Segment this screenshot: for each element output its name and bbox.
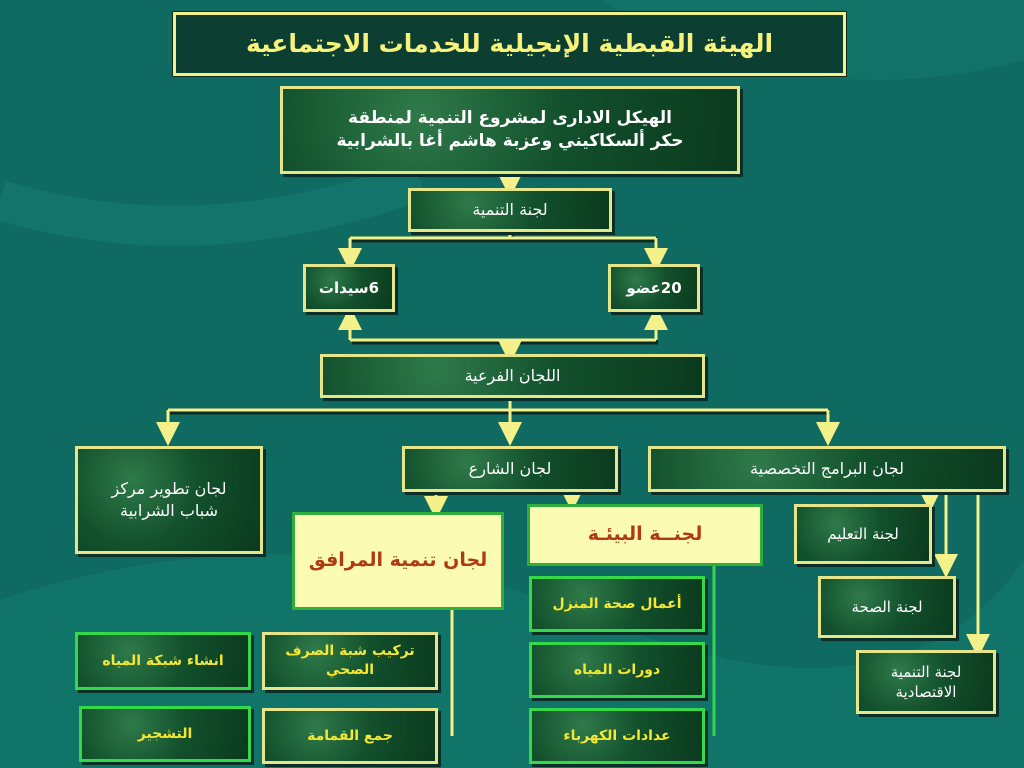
- garbage-box: جمع القمامة: [262, 708, 438, 764]
- economic-line1: لجنة التنمية: [890, 662, 962, 681]
- env-item-electric-meters: عدادات الكهرباء: [529, 708, 705, 764]
- twenty-members-box: 20عضو: [608, 264, 700, 312]
- facilities-committee-box: لجان تنمية المرافق: [292, 512, 504, 610]
- header-box: [280, 86, 740, 174]
- education-committee-box: لجنة التعليم: [794, 504, 932, 564]
- water-network-box: انشاء شبكة المياه: [75, 632, 251, 690]
- street-committees-box: لجان الشارع: [402, 446, 618, 492]
- planting-box: التشجير: [79, 706, 251, 762]
- youth-center-box: [75, 446, 263, 554]
- development-committee-box: لجنة التنمية: [408, 188, 612, 232]
- main-title: الهيئة القبطية الإنجيلية للخدمات الاجتماعية: [173, 12, 846, 76]
- health-committee-box: لجنة الصحة: [818, 576, 956, 638]
- youth-center-line2: شباب الشرابية: [120, 501, 218, 520]
- header-line2: حكر ألسكاكيني وعزبة هاشم أغا بالشرابية: [336, 131, 684, 151]
- economic-line2: الاقتصادية: [895, 683, 957, 701]
- env-item-toilets: دورات المياه: [529, 642, 705, 698]
- env-item-home-health: أعمال صحة المنزل: [529, 576, 705, 632]
- sewage-box: تركيب شبة الصرف الصحي: [262, 632, 438, 690]
- women-members-box: 6سيدات: [303, 264, 395, 312]
- specialized-committees-box: لجان البرامج التخصصية: [648, 446, 1006, 492]
- youth-center-line1: لجان تطوير مركز: [111, 479, 227, 499]
- sub-committees-box: اللجان الفرعية: [320, 354, 705, 398]
- header-line1: الهيكل الادارى لمشروع التنمية لمنطقة: [348, 108, 672, 129]
- environment-committee-box: لجنــة البيئـة: [527, 504, 763, 566]
- economic-committee-box: [856, 650, 996, 714]
